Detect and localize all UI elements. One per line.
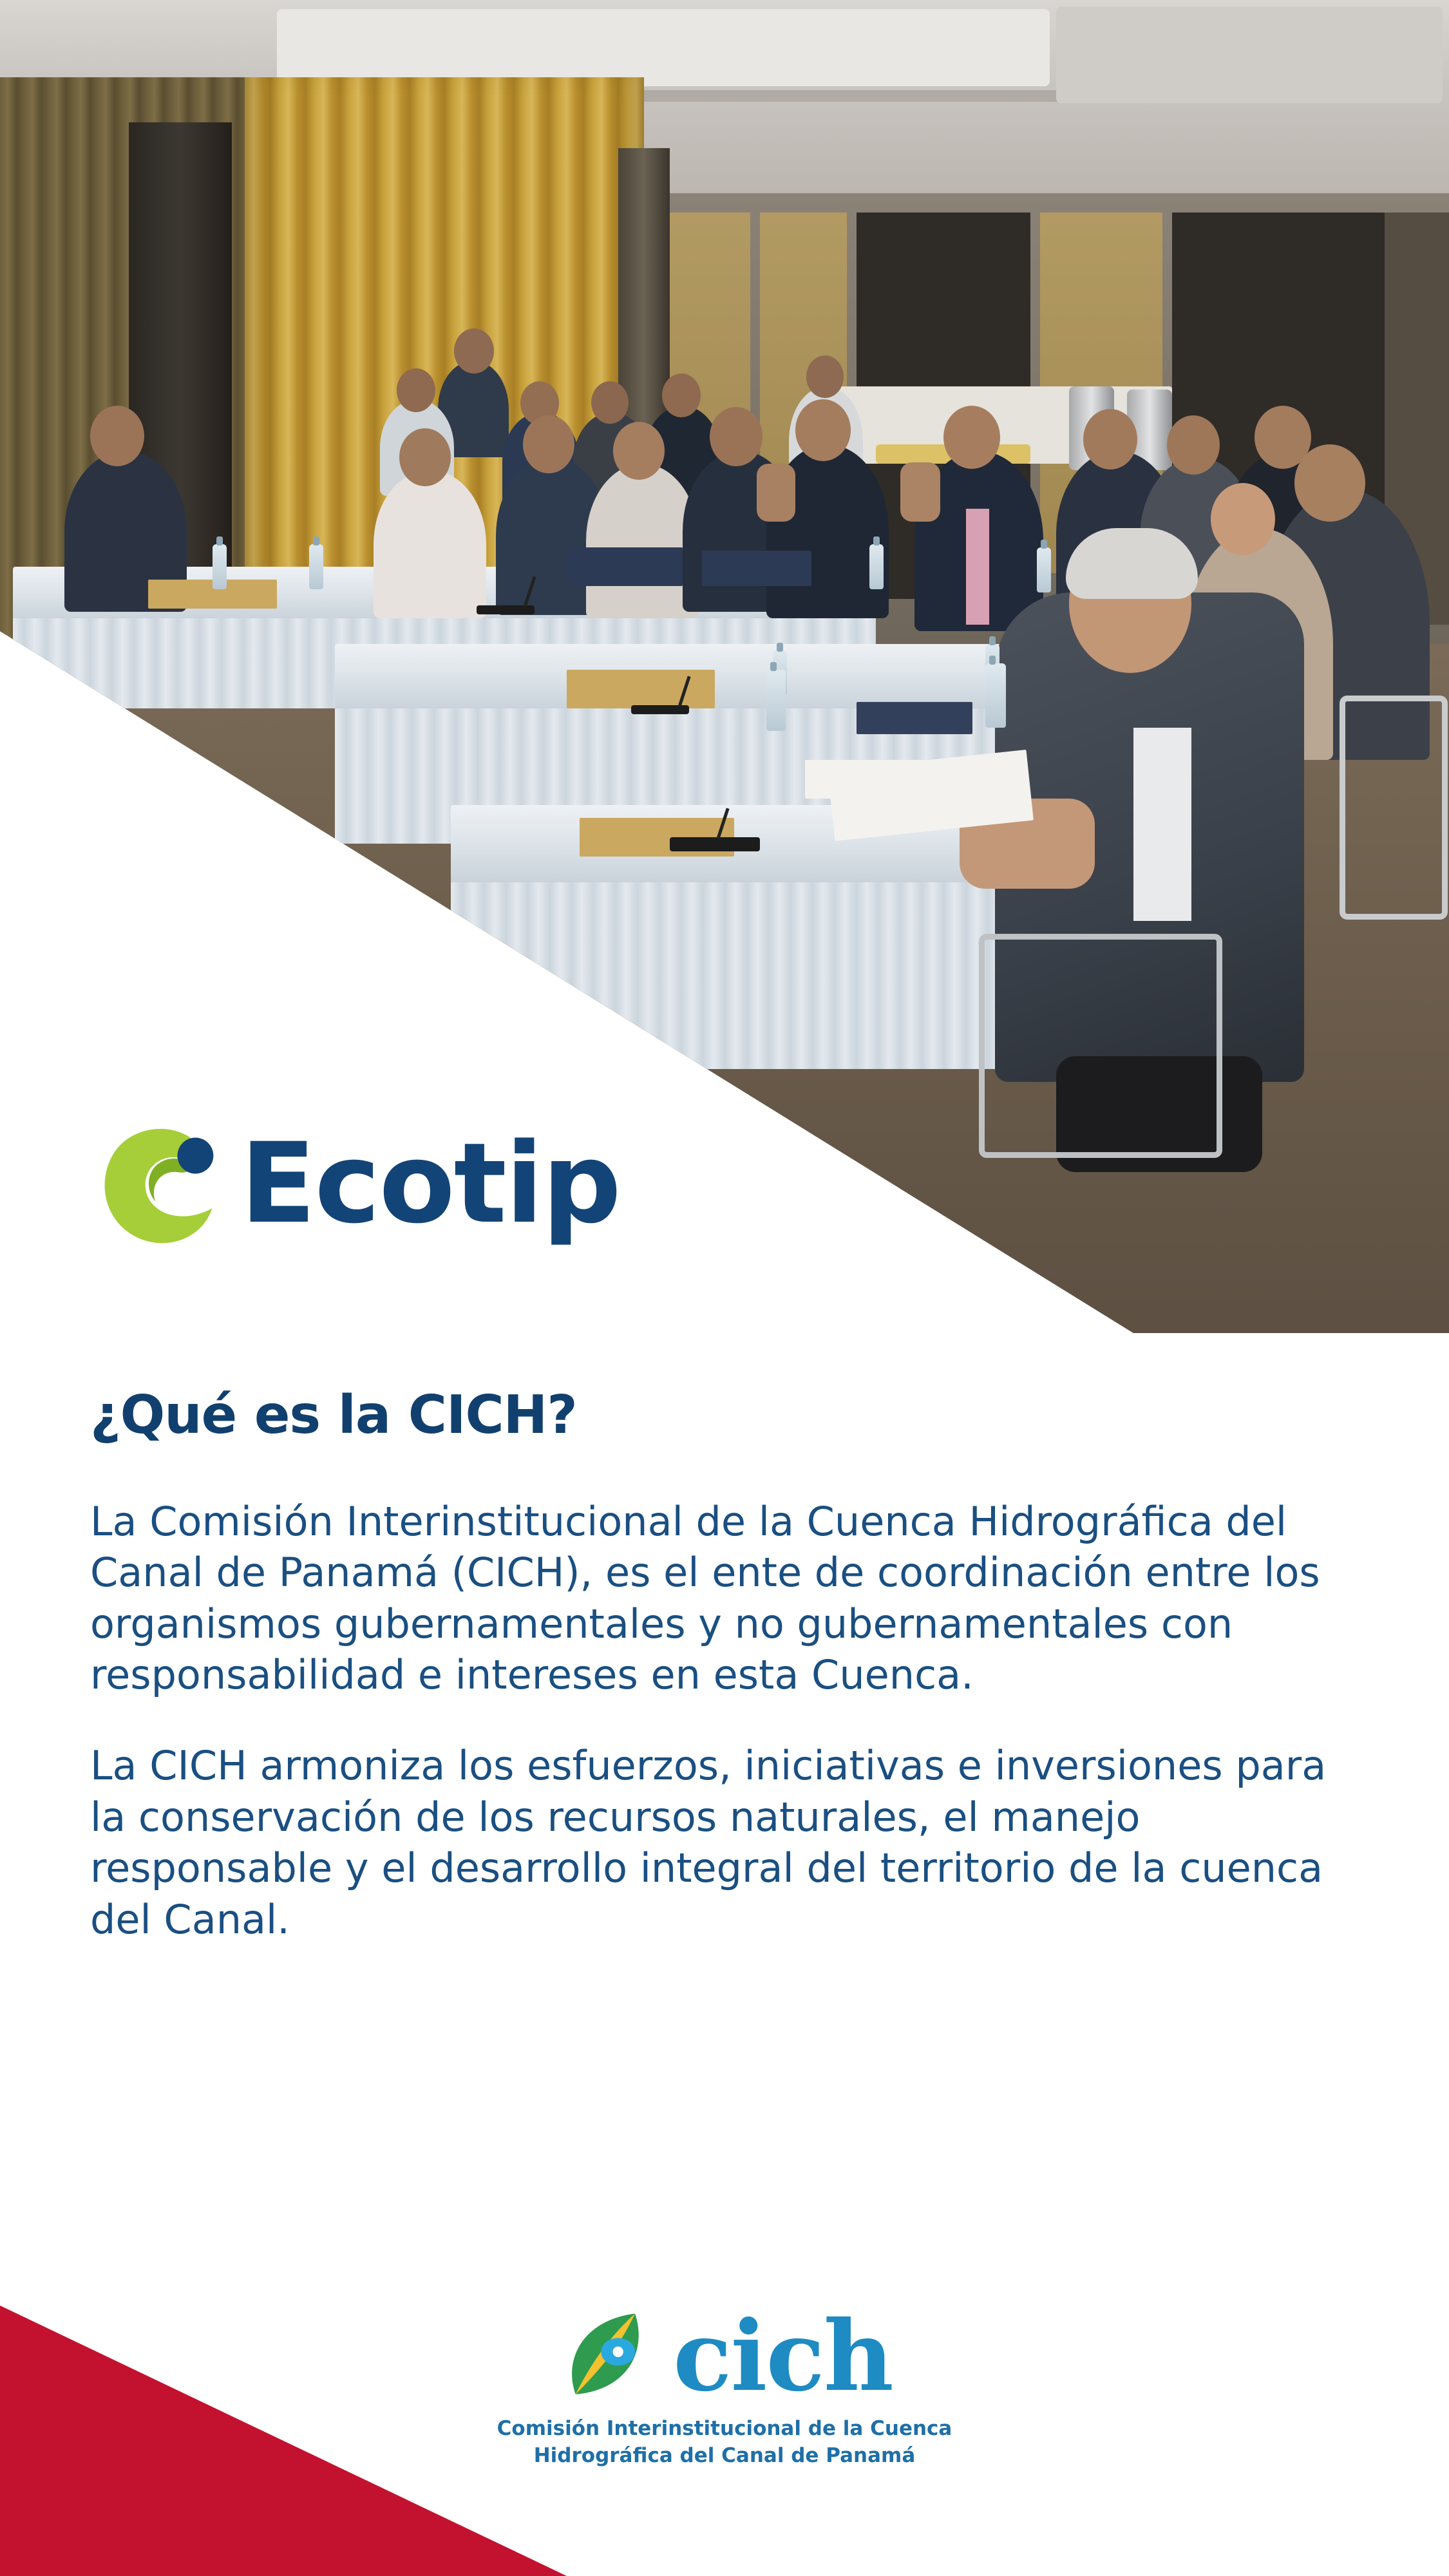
- papers: [805, 760, 947, 799]
- table-skirt: [451, 882, 1030, 1069]
- laptop: [702, 551, 811, 586]
- water-bottle: [309, 544, 323, 589]
- ecotip-logo: [90, 1114, 620, 1253]
- cich-logo: [370, 2299, 1079, 2470]
- chair: [1340, 696, 1448, 920]
- water-bottle: [985, 663, 1006, 728]
- chair: [979, 934, 1222, 1158]
- cich-tagline-line-2: Hidrográfica del Canal de Panamá: [533, 2444, 916, 2468]
- paragraph-2: La CICH armoniza los esfuerzos, iniciativas e inversiones para la conservación de los recursos naturales, el manejo responsable y el desarrollo integral del territorio de la cuenca del Canal.: [90, 1742, 1327, 1943]
- water-bottle: [869, 544, 884, 589]
- water-bottle: [1037, 547, 1051, 592]
- microphone: [631, 705, 689, 714]
- attendee-head: [397, 368, 435, 412]
- cich-wordmark: cich: [673, 2299, 893, 2413]
- microphone: [477, 605, 535, 614]
- attendee-head: [454, 328, 494, 374]
- leaf-e-icon: [90, 1114, 229, 1253]
- article-body: [90, 1385, 1365, 1945]
- attendee-head: [1083, 409, 1137, 469]
- water-bottle: [766, 670, 786, 731]
- paragraph-1: La Comisión Interinstitucional de la Cuenca Hidrográfica del Canal de Panamá (CICH), es el ente de coordinación entre los organismos gubernamentales y no gubernamentales con responsabilidad e intereses en esta Cuenca.: [90, 1498, 1320, 1699]
- attendee-head: [399, 428, 451, 486]
- nameplate: [567, 670, 715, 708]
- attendee: [374, 470, 486, 618]
- attendee-head: [591, 381, 629, 424]
- attendee-head: [662, 374, 701, 417]
- dress-shirt: [1133, 728, 1191, 921]
- microphone: [670, 837, 760, 851]
- cich-tagline: [370, 2416, 1079, 2470]
- ceiling-panel: [1056, 6, 1443, 103]
- necktie: [966, 509, 989, 625]
- ecotip-wordmark: Ecotip: [240, 1118, 620, 1248]
- water-bottle: [213, 544, 227, 589]
- attendee-head: [1167, 415, 1220, 475]
- attendee-head: [795, 399, 851, 461]
- laptop: [567, 547, 683, 586]
- cich-leaf-drop-icon: [556, 2303, 663, 2409]
- attendee-head: [90, 406, 144, 466]
- attendee: [586, 464, 699, 618]
- laptop: [857, 702, 972, 734]
- attendee-head: [806, 355, 844, 398]
- attendee-head: [943, 406, 1000, 469]
- raised-hand: [757, 464, 795, 522]
- page-title: ¿Qué es la CICH?: [90, 1385, 577, 1446]
- attendee-head: [523, 415, 574, 473]
- attendee-head: [710, 407, 762, 466]
- attendee-head: [613, 422, 665, 480]
- ceiling-panel: [277, 9, 1050, 86]
- attendee-head: [1294, 444, 1365, 522]
- raised-hand: [900, 462, 940, 522]
- cich-tagline-line-1: Comisión Interinstitucional de la Cuenca: [497, 2417, 952, 2441]
- grey-hair: [1066, 528, 1198, 599]
- attendee-head: [1211, 483, 1275, 555]
